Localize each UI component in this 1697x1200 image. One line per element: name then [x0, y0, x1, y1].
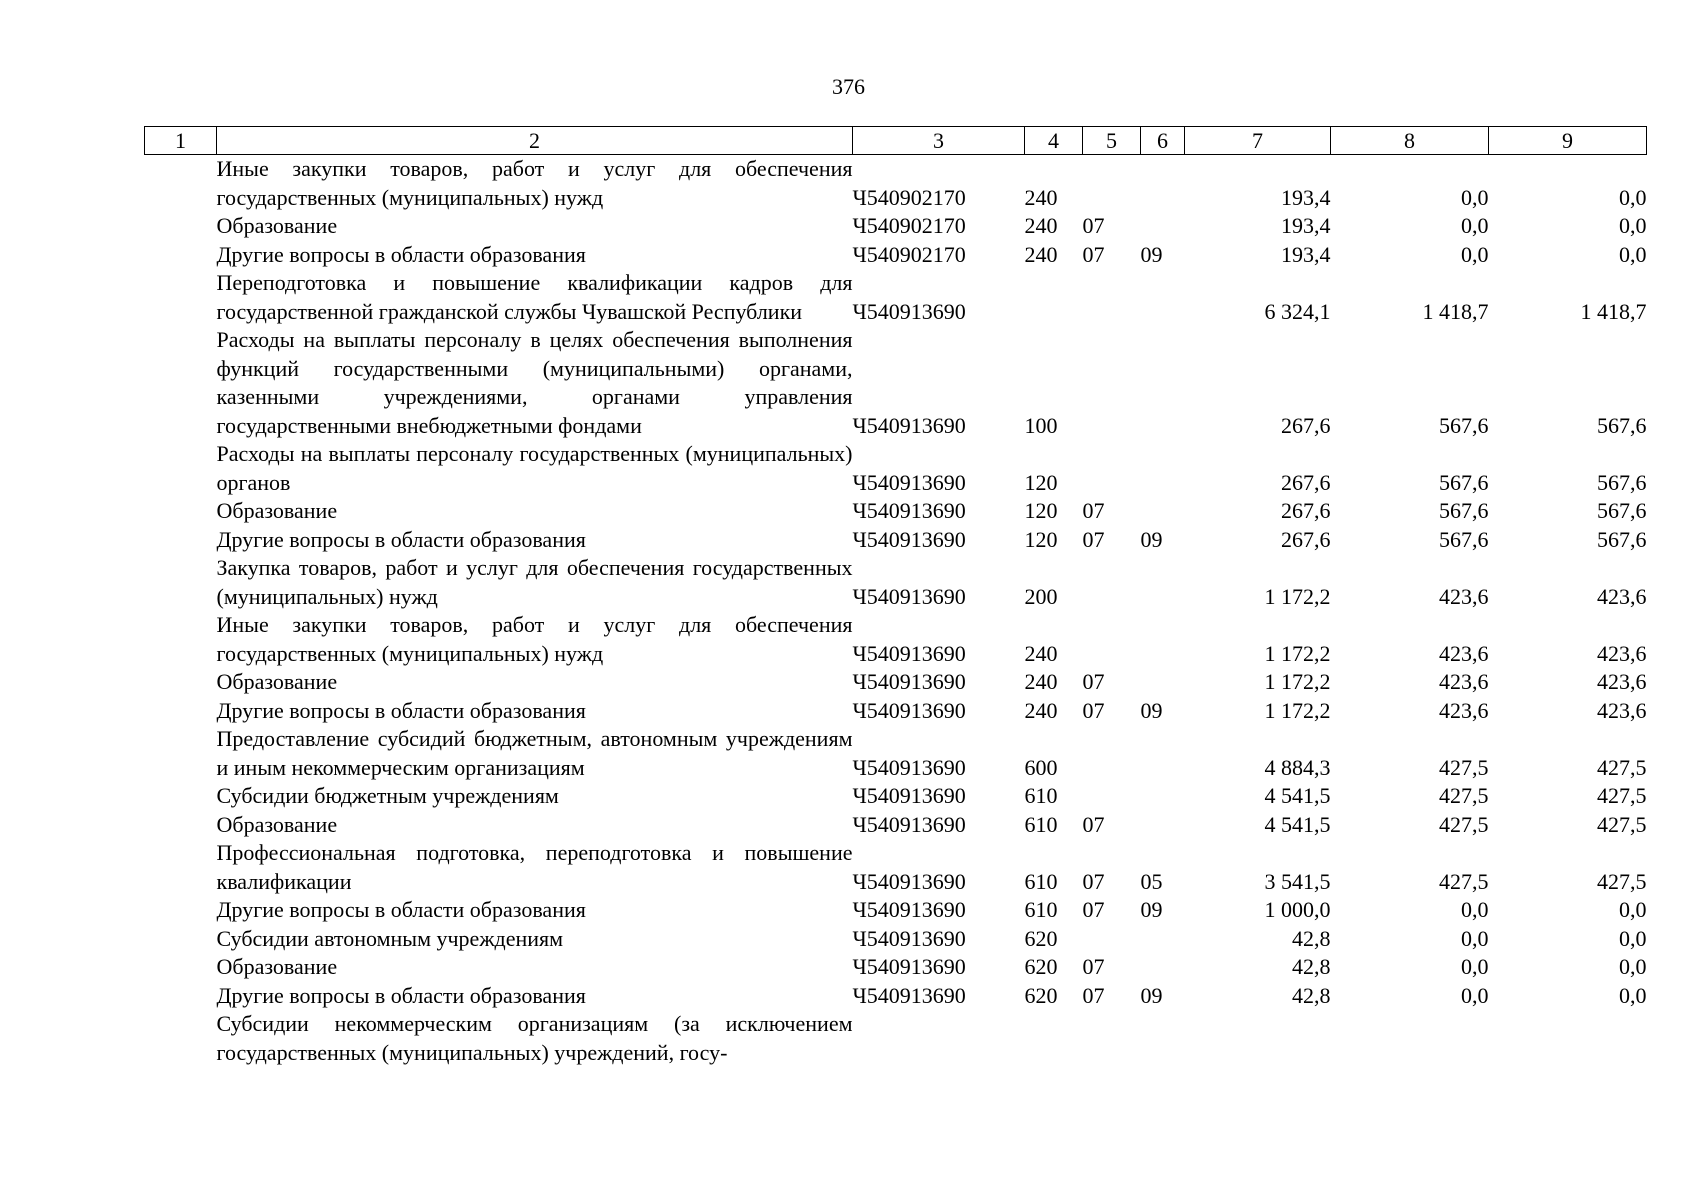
subsection-cell: 05	[1140, 868, 1163, 894]
subsection-cell: 09	[1140, 697, 1163, 723]
table-row	[145, 896, 1647, 925]
table-row	[145, 697, 1647, 726]
amount-year3-cell: 0,0	[1619, 897, 1647, 922]
amount-year2-cell: 0,0	[1461, 897, 1489, 922]
item-name-cell: Другие вопросы в области образования	[216, 982, 586, 1008]
section-cell	[1083, 440, 1141, 497]
table-row	[145, 440, 1647, 497]
amount-year1-cell: 1 172,2	[1264, 640, 1331, 666]
subsection-cell	[1141, 155, 1185, 213]
item-name-cell: Образование	[216, 811, 338, 837]
item-name-cell: Субсидии бюджетным учреждениям	[216, 783, 559, 808]
expense-type-cell	[1025, 1010, 1083, 1067]
item-name-cell: Профессиональная подготовка, переподготовка и повышение квалификации	[216, 840, 853, 894]
subsection-cell	[1141, 440, 1185, 497]
section-cell	[1083, 554, 1141, 611]
subsection-cell	[1141, 326, 1185, 440]
column-header: 1	[145, 127, 217, 155]
amount-year3-cell: 567,6	[1597, 469, 1647, 495]
amount-year2-cell: 567,6	[1439, 469, 1489, 495]
target-article-cell: Ч540913690	[852, 868, 966, 894]
table-row	[145, 554, 1647, 611]
item-name-cell: Иные закупки товаров, работ и услуг для обеспечения государственных (муниципальных) нужд	[216, 612, 853, 666]
amount-year1-cell: 193,4	[1281, 213, 1331, 238]
amount-year3-cell: 0,0	[1619, 954, 1647, 979]
amount-year3-cell: 0,0	[1619, 241, 1647, 267]
expense-type-cell: 100	[1024, 412, 1058, 438]
expense-type-cell: 620	[1024, 925, 1058, 951]
amount-year3-cell: 0,0	[1619, 925, 1647, 951]
amount-year2-cell: 0,0	[1461, 982, 1489, 1008]
item-name-cell: Предоставление субсидий бюджетным, автономным учреждениям и иным некоммерческим организациям	[216, 726, 853, 780]
amount-year1-cell: 4 884,3	[1264, 754, 1331, 780]
amount-year2-cell: 0,0	[1461, 925, 1489, 951]
target-article-cell: Ч540913690	[852, 954, 966, 979]
table-row	[145, 982, 1647, 1011]
column-header: 8	[1331, 127, 1489, 155]
column-header: 5	[1083, 127, 1141, 155]
amount-year3-cell: 427,5	[1597, 754, 1647, 780]
amount-year2-cell: 0,0	[1461, 184, 1489, 210]
amount-year2-cell	[1331, 1010, 1489, 1067]
subsection-cell	[1141, 554, 1185, 611]
section-cell: 07	[1082, 811, 1105, 837]
section-cell: 07	[1082, 897, 1105, 922]
amount-year3-cell: 567,6	[1597, 498, 1647, 523]
row-number-cell	[145, 839, 217, 896]
expense-type-cell: 240	[1024, 241, 1058, 267]
section-cell: 07	[1082, 241, 1105, 267]
amount-year1-cell	[1185, 1010, 1331, 1067]
expense-type-cell: 610	[1024, 783, 1058, 808]
amount-year1-cell: 1 172,2	[1264, 669, 1331, 694]
subsection-cell: 09	[1140, 526, 1163, 552]
table-row	[145, 212, 1647, 241]
target-article-cell	[853, 1010, 1025, 1067]
section-cell: 07	[1082, 669, 1105, 694]
target-article-cell: Ч540913690	[852, 469, 966, 495]
row-number-cell	[145, 497, 217, 526]
expense-type-cell: 620	[1024, 954, 1058, 979]
target-article-cell: Ч540913690	[852, 754, 966, 780]
subsection-cell: 09	[1140, 897, 1163, 922]
item-name-cell: Расходы на выплаты персоналу государственных (муниципальных) органов	[216, 441, 853, 495]
table-row	[145, 526, 1647, 555]
column-header: 9	[1489, 127, 1647, 155]
amount-year2-cell: 423,6	[1439, 669, 1489, 694]
target-article-cell: Ч540913690	[852, 640, 966, 666]
target-article-cell: Ч540913690	[852, 583, 966, 609]
amount-year2-cell: 0,0	[1461, 241, 1489, 267]
target-article-cell: Ч540913690	[852, 526, 966, 552]
amount-year1-cell: 1 172,2	[1264, 583, 1331, 609]
row-number-cell	[145, 611, 217, 668]
amount-year3-cell: 0,0	[1619, 213, 1647, 238]
column-header: 2	[217, 127, 853, 155]
table-row	[145, 1010, 1647, 1067]
subsection-cell: 09	[1140, 241, 1163, 267]
item-name-cell: Расходы на выплаты персоналу в целях обеспечения выполнения функций государственными (муниципальными) органами, казенными учреждениями, органами управления государственными внебюджетными фондами	[216, 327, 853, 438]
target-article-cell: Ч540913690	[852, 982, 966, 1008]
amount-year1-cell: 3 541,5	[1264, 868, 1331, 894]
expense-type-cell	[1025, 269, 1083, 326]
amount-year1-cell: 267,6	[1281, 412, 1331, 438]
item-name-cell: Субсидии автономным учреждениям	[216, 925, 564, 951]
item-name-cell: Закупка товаров, работ и услуг для обеспечения государственных (муниципальных) нужд	[216, 555, 853, 609]
row-number-cell	[145, 440, 217, 497]
row-number-cell	[145, 155, 217, 213]
amount-year3-cell: 567,6	[1597, 412, 1647, 438]
table-row	[145, 725, 1647, 782]
section-cell	[1083, 925, 1141, 954]
amount-year3-cell: 0,0	[1619, 184, 1647, 210]
expense-type-cell: 240	[1024, 697, 1058, 723]
expense-type-cell: 610	[1024, 868, 1058, 894]
section-cell: 07	[1082, 697, 1105, 723]
expense-type-cell: 120	[1024, 498, 1058, 523]
row-number-cell	[145, 782, 217, 811]
section-cell	[1083, 1010, 1141, 1067]
section-cell	[1083, 155, 1141, 213]
page-number: 376	[832, 74, 865, 99]
target-article-cell: Ч540913690	[852, 925, 966, 951]
section-cell: 07	[1082, 868, 1105, 894]
amount-year2-cell: 423,6	[1439, 583, 1489, 609]
row-number-cell	[145, 725, 217, 782]
amount-year2-cell: 567,6	[1439, 498, 1489, 523]
section-cell: 07	[1082, 498, 1105, 523]
section-cell: 07	[1082, 982, 1105, 1008]
target-article-cell: Ч540913690	[852, 412, 966, 438]
amount-year3-cell: 427,5	[1597, 811, 1647, 837]
amount-year1-cell: 4 541,5	[1264, 811, 1331, 837]
row-number-cell	[145, 526, 217, 555]
amount-year1-cell: 1 172,2	[1264, 697, 1331, 723]
table-row	[145, 497, 1647, 526]
expense-type-cell: 120	[1024, 526, 1058, 552]
row-number-cell	[145, 982, 217, 1011]
item-name-cell: Образование	[216, 669, 338, 694]
item-name-cell: Другие вопросы в области образования	[216, 697, 586, 723]
target-article-cell: Ч540913690	[852, 697, 966, 723]
expense-type-cell: 620	[1024, 982, 1058, 1008]
amount-year2-cell: 427,5	[1439, 783, 1489, 808]
amount-year1-cell: 42,8	[1292, 982, 1331, 1008]
table-row	[145, 839, 1647, 896]
section-cell	[1083, 782, 1141, 811]
section-cell: 07	[1082, 526, 1105, 552]
target-article-cell: Ч540902170	[852, 184, 966, 210]
subsection-cell	[1141, 725, 1185, 782]
item-name-cell: Другие вопросы в области образования	[216, 241, 586, 267]
row-number-cell	[145, 896, 217, 925]
section-cell	[1083, 326, 1141, 440]
subsection-cell	[1141, 925, 1185, 954]
expense-type-cell: 610	[1024, 811, 1058, 837]
amount-year1-cell: 6 324,1	[1264, 298, 1331, 324]
amount-year2-cell: 427,5	[1439, 868, 1489, 894]
column-header: 3	[853, 127, 1025, 155]
expense-type-cell: 120	[1024, 469, 1058, 495]
amount-year3-cell: 0,0	[1619, 982, 1647, 1008]
amount-year1-cell: 193,4	[1281, 241, 1331, 267]
subsection-cell	[1141, 953, 1185, 982]
table-row	[145, 269, 1647, 326]
table-row	[145, 953, 1647, 982]
amount-year1-cell: 42,8	[1292, 925, 1331, 951]
expense-type-cell: 610	[1024, 897, 1058, 922]
target-article-cell: Ч540902170	[852, 241, 966, 267]
target-article-cell: Ч540913690	[852, 498, 966, 523]
section-cell: 07	[1082, 954, 1105, 979]
row-number-cell	[145, 554, 217, 611]
target-article-cell: Ч540913690	[852, 783, 966, 808]
section-cell: 07	[1082, 213, 1105, 238]
amount-year3-cell: 423,6	[1597, 669, 1647, 694]
subsection-cell	[1141, 811, 1185, 840]
target-article-cell: Ч540913690	[852, 298, 966, 324]
row-number-cell	[145, 1010, 217, 1067]
subsection-cell	[1141, 782, 1185, 811]
amount-year3-cell	[1489, 1010, 1647, 1067]
amount-year1-cell: 267,6	[1281, 526, 1331, 552]
item-name-cell: Другие вопросы в области образования	[216, 526, 586, 552]
amount-year2-cell: 1 418,7	[1422, 298, 1489, 324]
amount-year3-cell: 423,6	[1597, 697, 1647, 723]
subsection-cell: 09	[1140, 982, 1163, 1008]
item-name-cell: Образование	[216, 213, 338, 238]
expense-type-cell: 240	[1024, 640, 1058, 666]
row-number-cell	[145, 953, 217, 982]
row-number-cell	[145, 811, 217, 840]
item-name-cell: Другие вопросы в области образования	[216, 897, 586, 922]
amount-year2-cell: 0,0	[1461, 954, 1489, 979]
amount-year1-cell: 1 000,0	[1264, 897, 1331, 922]
subsection-cell	[1141, 212, 1185, 241]
row-number-cell	[145, 269, 217, 326]
amount-year2-cell: 567,6	[1439, 526, 1489, 552]
row-number-cell	[145, 697, 217, 726]
target-article-cell: Ч540902170	[852, 213, 966, 238]
row-number-cell	[145, 212, 217, 241]
amount-year3-cell: 423,6	[1597, 583, 1647, 609]
amount-year1-cell: 193,4	[1281, 184, 1331, 210]
table-row	[145, 925, 1647, 954]
item-name-cell: Переподготовка и повышение квалификации кадров для государственной гражданской службы Чувашской Республики	[216, 270, 853, 324]
section-cell	[1083, 611, 1141, 668]
section-cell	[1083, 269, 1141, 326]
table-row	[145, 811, 1647, 840]
item-name-cell: Образование	[216, 954, 338, 979]
subsection-cell	[1141, 668, 1185, 697]
budget-table	[144, 126, 1647, 1067]
item-name-cell: Образование	[216, 498, 338, 523]
column-header: 7	[1185, 127, 1331, 155]
amount-year2-cell: 423,6	[1439, 697, 1489, 723]
expense-type-cell: 200	[1024, 583, 1058, 609]
section-cell	[1083, 725, 1141, 782]
amount-year1-cell: 42,8	[1292, 954, 1331, 979]
expense-type-cell: 240	[1024, 669, 1058, 694]
amount-year2-cell: 423,6	[1439, 640, 1489, 666]
target-article-cell: Ч540913690	[852, 669, 966, 694]
row-number-cell	[145, 668, 217, 697]
subsection-cell	[1141, 497, 1185, 526]
expense-type-cell: 240	[1024, 213, 1058, 238]
item-name-cell: Иные закупки товаров, работ и услуг для обеспечения государственных (муниципальных) нужд	[216, 156, 853, 210]
column-header: 4	[1025, 127, 1083, 155]
expense-type-cell: 600	[1024, 754, 1058, 780]
item-name-cell: Субсидии некоммерческим организациям (за исключением государственных (муниципальных) учреждений, госу-	[216, 1011, 853, 1065]
amount-year1-cell: 267,6	[1281, 498, 1331, 523]
amount-year3-cell: 427,5	[1597, 783, 1647, 808]
table-row	[145, 326, 1647, 440]
amount-year1-cell: 267,6	[1281, 469, 1331, 495]
amount-year2-cell: 427,5	[1439, 754, 1489, 780]
amount-year3-cell: 427,5	[1597, 868, 1647, 894]
table-row	[145, 668, 1647, 697]
amount-year2-cell: 567,6	[1439, 412, 1489, 438]
amount-year3-cell: 1 418,7	[1580, 298, 1647, 324]
table-row	[145, 155, 1647, 213]
table-row	[145, 611, 1647, 668]
target-article-cell: Ч540913690	[852, 897, 966, 922]
column-header: 6	[1141, 127, 1185, 155]
table-row	[145, 782, 1647, 811]
target-article-cell: Ч540913690	[852, 811, 966, 837]
amount-year3-cell: 567,6	[1597, 526, 1647, 552]
amount-year3-cell: 423,6	[1597, 640, 1647, 666]
subsection-cell	[1141, 1010, 1185, 1067]
subsection-cell	[1141, 611, 1185, 668]
subsection-cell	[1141, 269, 1185, 326]
amount-year1-cell: 4 541,5	[1264, 783, 1331, 808]
row-number-cell	[145, 925, 217, 954]
table-row	[145, 241, 1647, 270]
amount-year2-cell: 427,5	[1439, 811, 1489, 837]
column-number-row	[145, 127, 1647, 155]
row-number-cell	[145, 241, 217, 270]
row-number-cell	[145, 326, 217, 440]
amount-year2-cell: 0,0	[1461, 213, 1489, 238]
expense-type-cell: 240	[1024, 184, 1058, 210]
